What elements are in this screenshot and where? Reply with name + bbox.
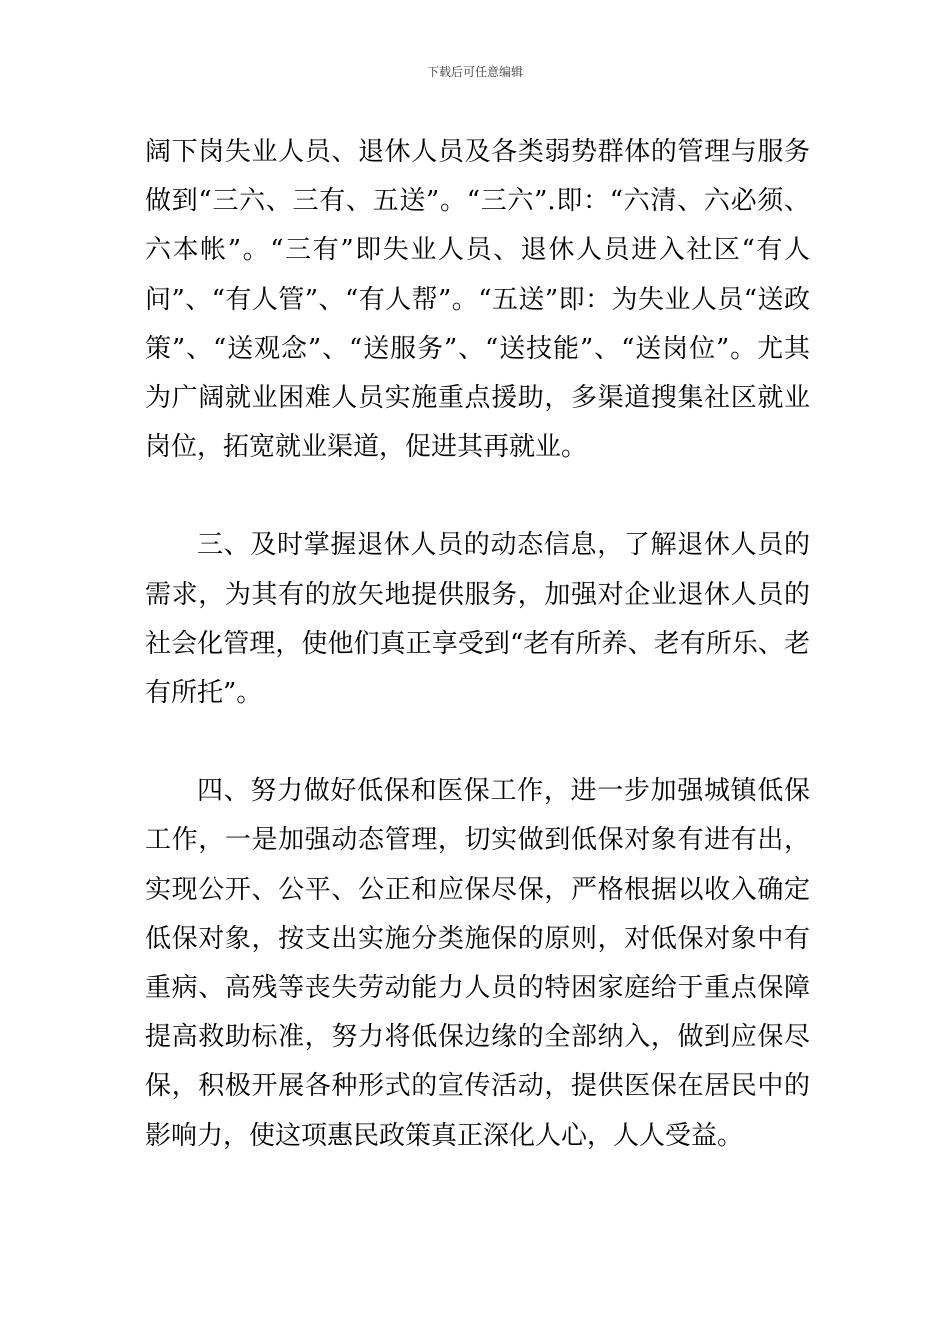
document-body [145, 128, 810, 1161]
page-header-note: 下载后可任意编辑 [426, 65, 523, 79]
paragraph-section-four: 四、努力做好低保和医保工作，进一步加强城镇低保工作，一是加强动态管理，切实做到低保对象有进有出，实现公开、公平、公正和应保尽保，严格根据以收入确定低保对象，按支出实施分类施保的原则，对低保对象中有重病、高残等丧失劳动能力人员的特困家庭给于重点保障提高救助标准，努力将低保边缘的全部纳入，做到应保尽保，积极开展各种形式的宣传活动，提供医保在居民中的影响力，使这项惠民政策真正深化人心，人人受益。 [145, 776, 810, 1151]
paragraph-gap [145, 472, 810, 521]
paragraph-gap [145, 718, 810, 767]
paragraph-continuation: 阔下岗失业人员、退休人员及各类弱势群体的管理与服务做到“三六、三有、五送”。“三六”.即：“六清、六必须、六本帐”。“三有”即失业人员、退休人员进入社区“有人问”、“有人管”、“有人帮”。“五送”即：为失业人员“送政策”、“送观念”、“送服务”、“送技能”、“送岗位”。尤其为广阔就业困难人员实施重点援助，多渠道搜集社区就业岗位，拓宽就业渠道，促进其再就业。 [145, 137, 810, 463]
paragraph-section-three: 三、及时掌握退休人员的动态信息，了解退休人员的需求，为其有的放矢地提供服务，加强对企业退休人员的社会化管理，使他们真正享受到“老有所养、老有所乐、老有所托”。 [145, 530, 810, 709]
